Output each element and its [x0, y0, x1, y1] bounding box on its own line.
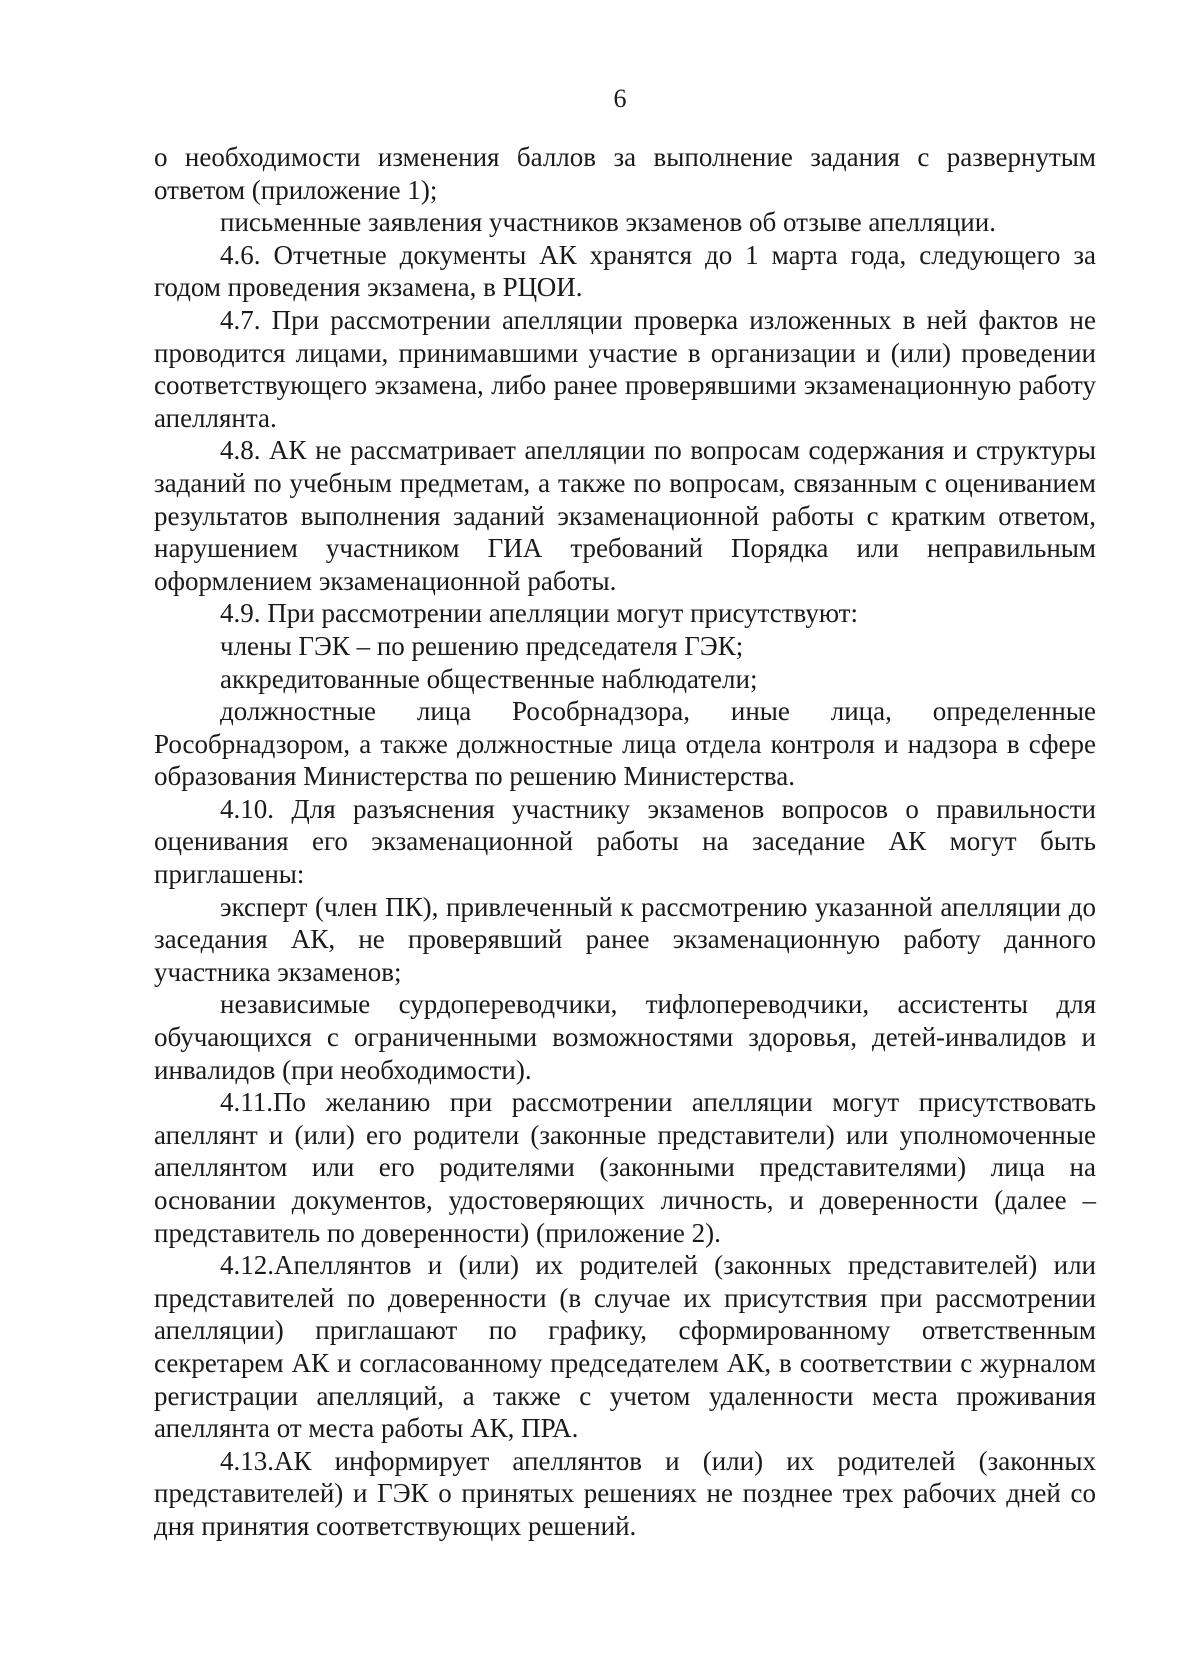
paragraph: независимые сурдопереводчики, тифлопереводчики, ассистенты для обучающихся с ограниченными возможностями здоровья, детей-инвалидов и инвалидов (при необходимости).	[154, 989, 1096, 1085]
paragraph: аккредитованные общественные наблюдатели;	[220, 663, 758, 694]
paragraph: 4.10. Для разъяснения участнику экзаменов вопросов о правильности оценивания его экзаменационной работы на заседание АК могут быть приглашены:	[154, 793, 1096, 890]
paragraph: о необходимости изменения баллов за выполнение задания с развернутым ответом (приложение 1);	[154, 142, 1096, 205]
paragraph: 4.8. АК не рассматривает апелляции по вопросам содержания и структуры заданий по учебным предметам, а также по вопросам, связанным с оцениванием результатов выполнения заданий экзаменационной работы с кратким ответом, нарушением участником ГИА требований Порядка или неправильным оформлением экзаменационной работы.	[154, 435, 1096, 596]
page-number: 6	[613, 84, 627, 113]
document-body	[154, 141, 1096, 1543]
paragraph: члены ГЭК – по решению председателя ГЭК;	[220, 630, 744, 661]
paragraph: 4.13.АК информирует апеллянтов и (или) их родителей (законных представителей) и ГЭК о принятых решениях не позднее трех рабочих дней со дня принятия соответствующих решений.	[154, 1445, 1096, 1541]
paragraph: письменные заявления участников экзаменов об отзыве апелляции.	[220, 207, 996, 238]
paragraph: 4.11.По желанию при рассмотрении апелляции могут присутствовать апеллянт и (или) его родители (законные представители) или уполномоченные апеллянтом или его родителями (законными представителями) лица на основании документов, удостоверяющих личность, и доверенности (далее – представитель по доверенности) (приложение 2).	[154, 1087, 1096, 1248]
paragraph: 4.6. Отчетные документы АК хранятся до 1 марта года, следующего за годом проведения экзамена, в РЦОИ.	[154, 239, 1096, 303]
paragraph: 4.7. При рассмотрении апелляции проверка изложенных в ней фактов не проводится лицами, принимавшими участие в организации и (или) проведении соответствующего экзамена, либо ранее проверявшими экзаменационную работу апеллянта.	[154, 304, 1096, 433]
paragraph: должностные лица Рособрнадзора, иные лица, определенные Рособрнадзором, а также должностные лица отдела контроля и надзора в сфере образования Министерства по решению Министерства.	[154, 696, 1096, 792]
paragraph: эксперт (член ПК), привлеченный к рассмотрению указанной апелляции до заседания АК, не проверявший ранее экзаменационную работу данного участника экзаменов;	[154, 891, 1096, 987]
paragraph: 4.9. При рассмотрении апелляции могут присутствуют:	[220, 598, 858, 629]
paragraph: 4.12.Апеллянтов и (или) их родителей (законных представителей) или представителей по доверенности (в случае их присутствия при рассмотрении апелляции) приглашают по графику, сформированному ответственным секретарем АК и согласованному председателем АК, в соответствии с журналом регистрации апелляций, а также с учетом удаленности места проживания апеллянта от места работы АК, ПРА.	[154, 1250, 1096, 1444]
